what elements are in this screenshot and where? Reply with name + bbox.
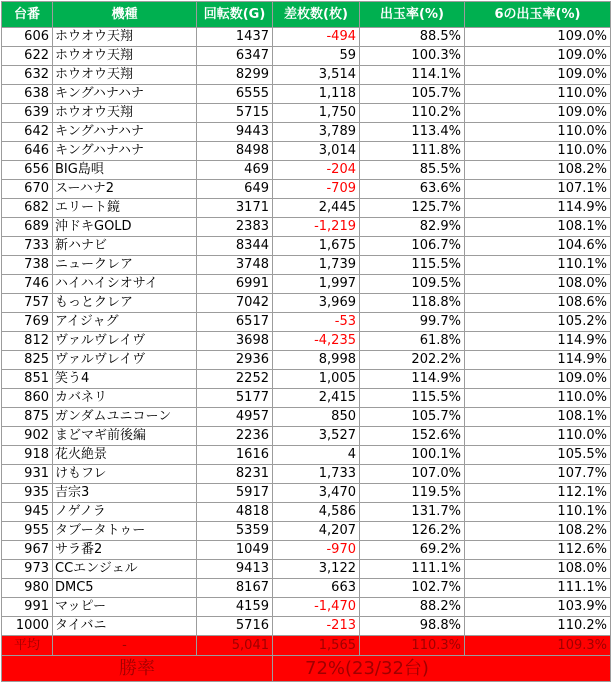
model-cell: 笑う4 [53,370,197,389]
rate-cell: 105.7% [360,408,465,427]
machine-no-cell: 733 [2,237,53,256]
rate-cell: 61.8% [360,332,465,351]
rate-cell: 118.8% [360,294,465,313]
model-cell: ホウオウ天翔 [53,47,197,66]
spins-cell: 5177 [197,389,273,408]
table-row [2,465,611,484]
diff-cell: 3,969 [273,294,360,313]
diff-cell: -4,235 [273,332,360,351]
six-rate-cell: 108.1% [465,408,611,427]
machine-no-cell: 902 [2,427,53,446]
rate-cell: 85.5% [360,161,465,180]
rate-cell: 107.0% [360,465,465,484]
win-rate-row [2,656,611,682]
model-cell: 沖ドキGOLD [53,218,197,237]
spins-cell: 469 [197,161,273,180]
model-cell: ノゲノラ [53,503,197,522]
spins-cell: 8498 [197,142,273,161]
diff-cell: 8,998 [273,351,360,370]
spins-cell: 3698 [197,332,273,351]
spins-cell: 1049 [197,541,273,560]
rate-cell: 63.6% [360,180,465,199]
model-cell: タブータトゥー [53,522,197,541]
rate-cell: 113.4% [360,123,465,142]
results-table [1,1,611,682]
average-row [2,636,611,656]
machine-no-cell: 812 [2,332,53,351]
model-cell: 吉宗3 [53,484,197,503]
rate-cell: 126.2% [360,522,465,541]
rate-cell: 105.7% [360,85,465,104]
spins-cell: 1437 [197,28,273,47]
model-cell: ホウオウ天翔 [53,104,197,123]
rate-cell: 115.5% [360,256,465,275]
diff-cell: 850 [273,408,360,427]
diff-cell: -213 [273,617,360,636]
machine-no-cell: 670 [2,180,53,199]
diff-cell: -1,470 [273,598,360,617]
diff-cell: -494 [273,28,360,47]
rate-cell: 110.2% [360,104,465,123]
model-cell: ハイハイシオサイ [53,275,197,294]
average-rate: 110.3% [360,636,465,656]
rate-cell: 100.3% [360,47,465,66]
spins-cell: 4159 [197,598,273,617]
diff-cell: 3,527 [273,427,360,446]
machine-no-cell: 945 [2,503,53,522]
average-label: 平均 [2,636,53,656]
diff-cell: 3,470 [273,484,360,503]
diff-cell: 1,739 [273,256,360,275]
spins-cell: 8299 [197,66,273,85]
model-cell: キングハナハナ [53,85,197,104]
model-cell: エリート鏡 [53,199,197,218]
rate-cell: 111.1% [360,560,465,579]
machine-no-cell: 973 [2,560,53,579]
average-six-rate: 109.3% [465,636,611,656]
six-rate-cell: 107.7% [465,465,611,484]
spins-cell: 8167 [197,579,273,598]
six-rate-cell: 111.1% [465,579,611,598]
spins-cell: 2936 [197,351,273,370]
header-spins: 回転数(G) [197,2,273,28]
six-rate-cell: 110.2% [465,617,611,636]
machine-no-cell: 967 [2,541,53,560]
spins-cell: 5359 [197,522,273,541]
rate-cell: 88.5% [360,28,465,47]
six-rate-cell: 108.2% [465,161,611,180]
model-cell: BIG島唄 [53,161,197,180]
model-cell: もっとクレア [53,294,197,313]
table-row [2,161,611,180]
table-row [2,446,611,465]
diff-cell: 1,997 [273,275,360,294]
six-rate-cell: 109.0% [465,370,611,389]
rate-cell: 69.2% [360,541,465,560]
rate-cell: 109.5% [360,275,465,294]
rate-cell: 82.9% [360,218,465,237]
table-row [2,142,611,161]
machine-no-cell: 689 [2,218,53,237]
machine-no-cell: 682 [2,199,53,218]
win-rate-value: 72%(23/32台) [273,656,611,682]
diff-cell: 3,014 [273,142,360,161]
six-rate-cell: 110.0% [465,389,611,408]
rate-cell: 119.5% [360,484,465,503]
rate-cell: 88.2% [360,598,465,617]
model-cell: キングハナハナ [53,142,197,161]
diff-cell: 2,415 [273,389,360,408]
six-rate-cell: 107.1% [465,180,611,199]
diff-cell: 1,118 [273,85,360,104]
machine-no-cell: 980 [2,579,53,598]
model-cell: ヴァルヴレイヴ [53,351,197,370]
machine-no-cell: 931 [2,465,53,484]
machine-no-cell: 935 [2,484,53,503]
spins-cell: 6517 [197,313,273,332]
spins-cell: 5917 [197,484,273,503]
diff-cell: 4,207 [273,522,360,541]
table-row [2,370,611,389]
machine-no-cell: 656 [2,161,53,180]
table-row [2,313,611,332]
diff-cell: 1,675 [273,237,360,256]
spins-cell: 3171 [197,199,273,218]
spins-cell: 9443 [197,123,273,142]
table-row [2,180,611,199]
machine-no-cell: 632 [2,66,53,85]
machine-no-cell: 875 [2,408,53,427]
machine-no-cell: 606 [2,28,53,47]
spins-cell: 8344 [197,237,273,256]
diff-cell: -1,219 [273,218,360,237]
average-diff: 1,565 [273,636,360,656]
model-cell: スーハナ2 [53,180,197,199]
header-row [2,2,611,28]
six-rate-cell: 110.1% [465,256,611,275]
table-row [2,123,611,142]
table-row [2,332,611,351]
machine-no-cell: 860 [2,389,53,408]
six-rate-cell: 112.1% [465,484,611,503]
table-row [2,560,611,579]
table-row [2,237,611,256]
spins-cell: 7042 [197,294,273,313]
six-rate-cell: 108.0% [465,275,611,294]
rate-cell: 131.7% [360,503,465,522]
spins-cell: 3748 [197,256,273,275]
model-cell: サラ番2 [53,541,197,560]
header-diff: 差枚数(枚) [273,2,360,28]
table-row [2,484,611,503]
table-row [2,104,611,123]
diff-cell: 3,122 [273,560,360,579]
six-rate-cell: 110.0% [465,142,611,161]
machine-no-cell: 918 [2,446,53,465]
table-body [2,28,611,636]
spins-cell: 4957 [197,408,273,427]
six-rate-cell: 112.6% [465,541,611,560]
spins-cell: 2236 [197,427,273,446]
diff-cell: 3,514 [273,66,360,85]
table-row [2,408,611,427]
diff-cell: -709 [273,180,360,199]
six-rate-cell: 114.9% [465,332,611,351]
six-rate-cell: 105.2% [465,313,611,332]
machine-no-cell: 642 [2,123,53,142]
diff-cell: 3,789 [273,123,360,142]
table-row [2,617,611,636]
six-rate-cell: 109.0% [465,104,611,123]
model-cell: DMC5 [53,579,197,598]
table-row [2,579,611,598]
six-rate-cell: 108.1% [465,218,611,237]
table-row [2,389,611,408]
table-row [2,522,611,541]
diff-cell: 59 [273,47,360,66]
six-rate-cell: 114.9% [465,351,611,370]
rate-cell: 111.8% [360,142,465,161]
six-rate-cell: 110.1% [465,503,611,522]
average-model: - [53,636,197,656]
header-payout-rate: 出玉率(%) [360,2,465,28]
six-rate-cell: 110.0% [465,427,611,446]
diff-cell: 4 [273,446,360,465]
table-row [2,28,611,47]
rate-cell: 115.5% [360,389,465,408]
diff-cell: -53 [273,313,360,332]
table-row [2,256,611,275]
table-row [2,85,611,104]
diff-cell: 663 [273,579,360,598]
table-row [2,541,611,560]
six-rate-cell: 114.9% [465,199,611,218]
machine-no-cell: 738 [2,256,53,275]
model-cell: カバネリ [53,389,197,408]
six-rate-cell: 109.0% [465,28,611,47]
table-row [2,218,611,237]
header-model: 機種 [53,2,197,28]
six-rate-cell: 110.0% [465,123,611,142]
six-rate-cell: 103.9% [465,598,611,617]
diff-cell: 4,586 [273,503,360,522]
rate-cell: 152.6% [360,427,465,446]
table-row [2,47,611,66]
machine-no-cell: 746 [2,275,53,294]
model-cell: マッピー [53,598,197,617]
spins-cell: 2252 [197,370,273,389]
header-machine-no: 台番 [2,2,53,28]
model-cell: ホウオウ天翔 [53,66,197,85]
six-rate-cell: 108.6% [465,294,611,313]
average-spins: 5,041 [197,636,273,656]
table-row [2,275,611,294]
machine-no-cell: 639 [2,104,53,123]
model-cell: キングハナハナ [53,123,197,142]
table-row [2,503,611,522]
header-setting6-rate: 6の出玉率(%) [465,2,611,28]
model-cell: 新ハナビ [53,237,197,256]
diff-cell: 1,005 [273,370,360,389]
machine-no-cell: 825 [2,351,53,370]
machine-no-cell: 622 [2,47,53,66]
spins-cell: 9413 [197,560,273,579]
machine-no-cell: 1000 [2,617,53,636]
model-cell: CCエンジェル [53,560,197,579]
machine-no-cell: 851 [2,370,53,389]
diff-cell: -970 [273,541,360,560]
diff-cell: -204 [273,161,360,180]
model-cell: アイジャグ [53,313,197,332]
six-rate-cell: 104.6% [465,237,611,256]
rate-cell: 100.1% [360,446,465,465]
rate-cell: 102.7% [360,579,465,598]
diff-cell: 2,445 [273,199,360,218]
rate-cell: 98.8% [360,617,465,636]
spins-cell: 6555 [197,85,273,104]
six-rate-cell: 105.5% [465,446,611,465]
table-row [2,199,611,218]
diff-cell: 1,733 [273,465,360,484]
six-rate-cell: 109.0% [465,66,611,85]
machine-no-cell: 955 [2,522,53,541]
model-cell: まどマギ前後編 [53,427,197,446]
rate-cell: 125.7% [360,199,465,218]
table-row [2,427,611,446]
model-cell: ホウオウ天翔 [53,28,197,47]
spins-cell: 2383 [197,218,273,237]
spins-cell: 5715 [197,104,273,123]
rate-cell: 114.9% [360,370,465,389]
machine-no-cell: 991 [2,598,53,617]
model-cell: ガンダムユニコーン [53,408,197,427]
spins-cell: 8231 [197,465,273,484]
rate-cell: 99.7% [360,313,465,332]
spins-cell: 4818 [197,503,273,522]
spins-cell: 6347 [197,47,273,66]
spins-cell: 649 [197,180,273,199]
rate-cell: 202.2% [360,351,465,370]
six-rate-cell: 109.0% [465,47,611,66]
table-row [2,66,611,85]
model-cell: 花火絶景 [53,446,197,465]
table-row [2,351,611,370]
spins-cell: 1616 [197,446,273,465]
six-rate-cell: 110.0% [465,85,611,104]
spins-cell: 5716 [197,617,273,636]
six-rate-cell: 108.2% [465,522,611,541]
model-cell: ヴァルヴレイヴ [53,332,197,351]
diff-cell: 1,750 [273,104,360,123]
machine-no-cell: 638 [2,85,53,104]
machine-no-cell: 769 [2,313,53,332]
rate-cell: 106.7% [360,237,465,256]
model-cell: タイバニ [53,617,197,636]
model-cell: ニュークレア [53,256,197,275]
win-rate-label: 勝率 [2,656,273,682]
machine-no-cell: 757 [2,294,53,313]
model-cell: けもフレ [53,465,197,484]
six-rate-cell: 108.0% [465,560,611,579]
machine-no-cell: 646 [2,142,53,161]
table-row [2,598,611,617]
rate-cell: 114.1% [360,66,465,85]
table-row [2,294,611,313]
spins-cell: 6991 [197,275,273,294]
